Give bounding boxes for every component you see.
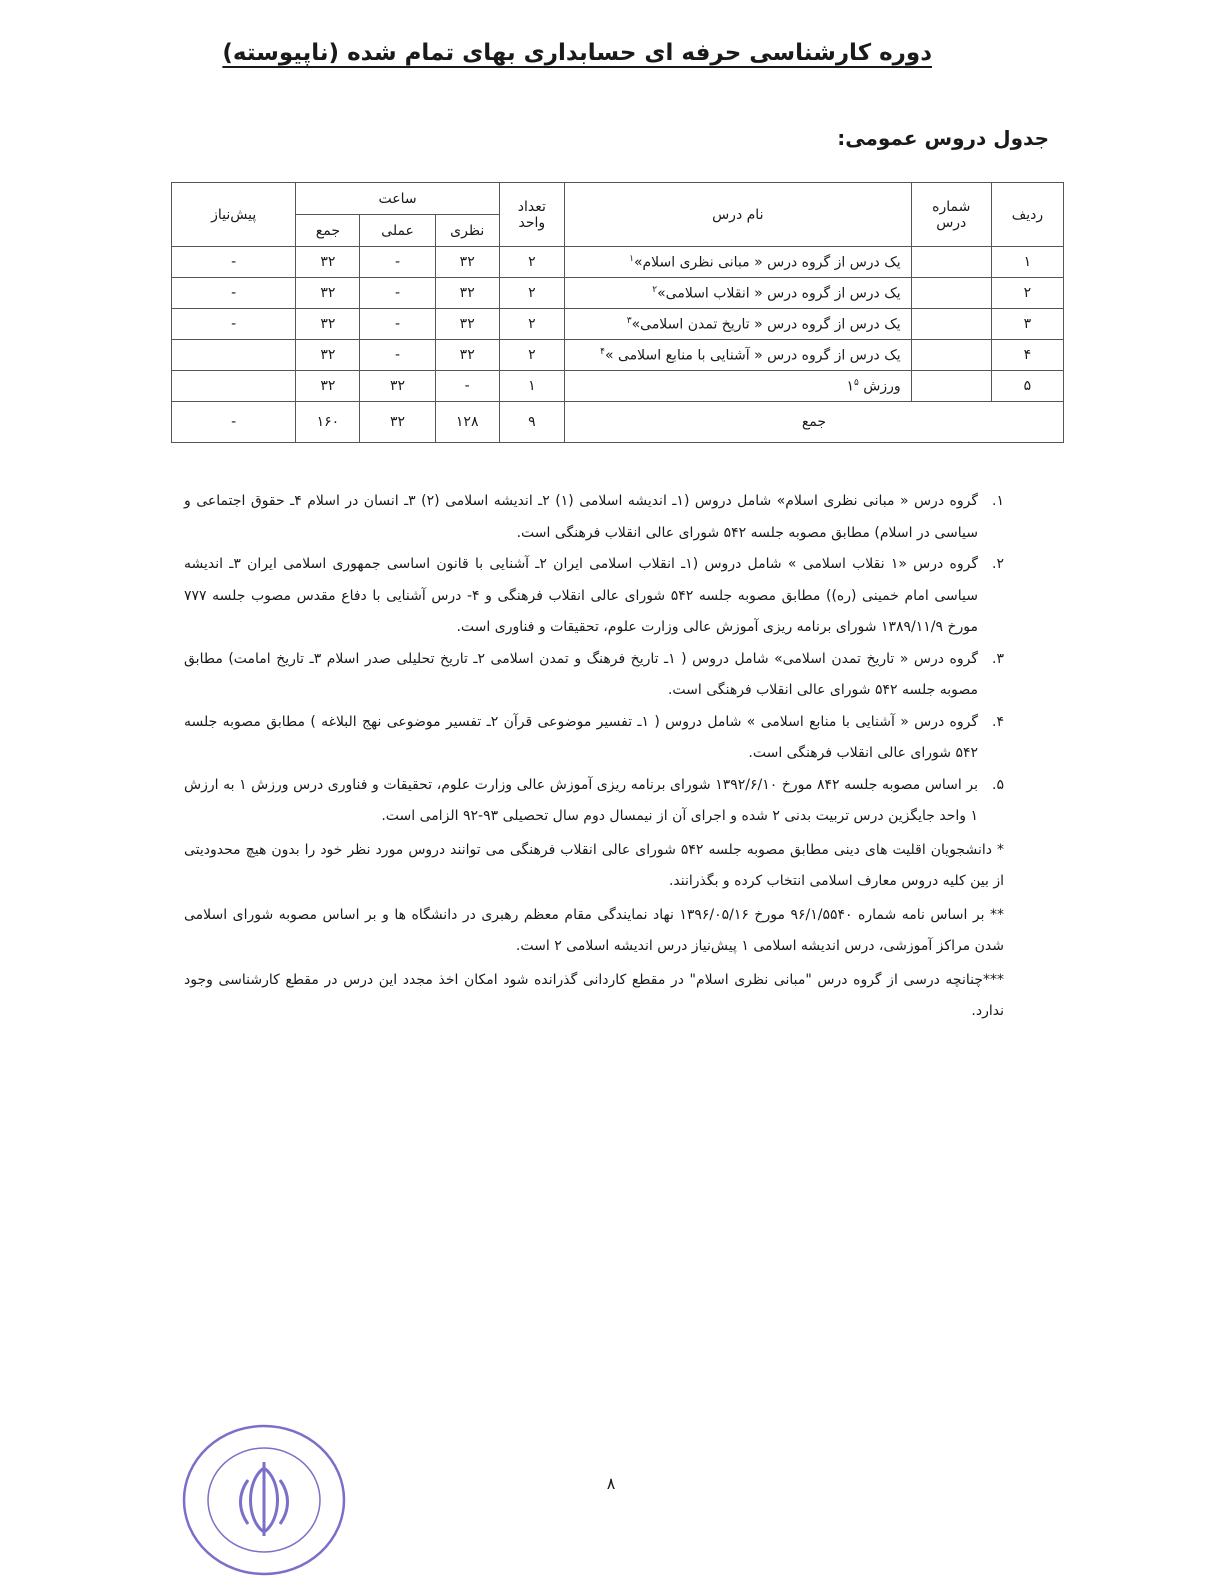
cell-row: ۱: [991, 247, 1063, 278]
cell-practical: -: [360, 309, 435, 340]
footnote-ref: ۳: [626, 315, 632, 326]
star-note: ***چنانچه درسی از گروه درس "مبانی نظری اسلام" در مقطع کاردانی گذرانده شود امکان اخذ مجدد این درس در مقطع کارشناسی وجود ندارد.: [184, 971, 1004, 1019]
header-course-name: نام درس: [564, 183, 911, 247]
header-course-number: شماره درس: [911, 183, 991, 247]
footnote-number: ۲.: [992, 556, 1004, 572]
header-row: ردیف: [991, 183, 1063, 247]
footnote-number: ۵.: [992, 776, 1004, 793]
footnote-number: ۳.: [992, 650, 1004, 667]
cell-practical: ۳۲: [360, 371, 435, 402]
footnote: [184, 549, 1004, 644]
footnote-ref: ۲: [652, 284, 658, 295]
header-prerequisite: پیش‌نیاز: [172, 183, 296, 247]
header-total: جمع: [296, 215, 360, 247]
footnote-ref: ۱: [629, 253, 634, 264]
cell-course-name: یک درس از گروه درس « انقلاب اسلامی»$^۲$: [564, 278, 911, 309]
table-row: [172, 371, 1064, 402]
cell-course-name: ورزش $۱^۵$: [564, 371, 911, 402]
cell-row: ۲: [991, 278, 1063, 309]
cell-course-name: یک درس از گروه درس « مبانی نظری اسلام»$^۱$: [564, 247, 911, 278]
cell-total: ۳۲: [296, 278, 360, 309]
footnote-text: بر اساس مصوبه جلسه ۸۴۲ مورخ ۱۳۹۲/۶/۱۰ شورای برنامه ریزی آموزش عالی وزارت علوم، تحقیقات و فناوری درس ورزش ۱ به ارزش ۱ واحد جایگزین درس تربیت بدنی ۲ شده و اجرای آن از نیمسال دوم سال تحصیلی ۹۳-۹۲ الزامی است.: [184, 776, 978, 824]
page-number: ۸: [606, 1474, 616, 1493]
cell-course-number: [911, 371, 991, 402]
cell-prerequisite: -: [172, 309, 296, 340]
table-row: [172, 247, 1064, 278]
cell-total: ۳۲: [296, 309, 360, 340]
cell-total: ۳۲: [296, 247, 360, 278]
footnote-text: گروه درس « مبانی نظری اسلام» شامل دروس (۱ـ اندیشه اسلامی (۱) ۲ـ اندیشه اسلامی (۲) ۳ـ انسان در اسلام ۴ـ حقوق اجتماعی و سیاسی در اسلام) مطابق مصوبه جلسه ۵۴۲ شورای عالی انقلاب فرهنگی است.: [184, 493, 979, 541]
star-note: * دانشجویان اقلیت های دینی مطابق مصوبه جلسه ۵۴۲ شورای عالی انقلاب فرهنگی می توانند دروس مورد نظر خود را بدون هیچ محدودیتی از بین کلیه دروس معارف اسلامی انتخاب کرده و بگذرانند.: [184, 841, 1004, 889]
header-hours: ساعت: [296, 183, 499, 215]
cell-prerequisite: -: [172, 247, 296, 278]
cell-theory: ۳۲: [435, 309, 499, 340]
cell-units: ۱: [499, 371, 564, 402]
cell-units: ۲: [499, 340, 564, 371]
footnote: [184, 707, 1004, 770]
cell-course-name: یک درس از گروه درس « آشنایی با منابع اسلامی »$^۴$: [564, 340, 911, 371]
page-title: دوره کارشناسی حرفه ای حسابداری بهای تمام شده (ناپیوسته): [222, 40, 932, 66]
header-practical: عملی: [360, 215, 435, 247]
cell-row: ۵: [991, 371, 1063, 402]
cell-course-number: [911, 340, 991, 371]
cell-theory: -: [435, 371, 499, 402]
footnote-text: گروه درس «۱ نقلاب اسلامی » شامل دروس (۱ـ انقلاب اسلامی ایران ۲ـ آشنایی با قانون اساسی جمهوری اسلامی ایران ۳ـ اندیشه سیاسی امام خمینی (ره)) مطابق مصوبه جلسه ۵۴۲ شورای عالی انقلاب فرهنگی و ۴- درس آشنایی با دفاع مقدس مصوب جلسه ۷۷۷ مورخ ۱۳۸۹/۱۱/۹ شورای برنامه ریزی آموزش عالی وزارت علوم، تحقیقات و فناوری است.: [184, 556, 979, 635]
cell-row: ۴: [991, 340, 1063, 371]
cell-theory: ۳۲: [435, 247, 499, 278]
footnote: [184, 486, 1004, 549]
footnote-ref: ۴: [600, 346, 605, 357]
table-row: [172, 278, 1064, 309]
header-units: تعداد واحد: [499, 183, 564, 247]
cell-course-name: یک درس از گروه درس « تاریخ تمدن اسلامی»$^۳$: [564, 309, 911, 340]
cell-total: ۳۲: [296, 340, 360, 371]
total-total: ۱۶۰: [296, 402, 360, 443]
footnote-text: گروه درس « آشنایی با منابع اسلامی » شامل دروس ( ۱ـ تفسیر موضوعی قرآن ۲ـ تفسیر موضوعی نهج البلاغه ) مطابق مصوبه جلسه ۵۴۲ شورای عالی انقلاب فرهنگی است.: [184, 713, 978, 761]
cell-course-number: [911, 278, 991, 309]
table-total-row: [172, 402, 1064, 443]
total-label: جمع: [564, 402, 1063, 443]
cell-prerequisite: [172, 340, 296, 371]
cell-course-number: [911, 309, 991, 340]
footnote-number: ۱.: [992, 493, 1004, 509]
official-seal: [176, 1410, 352, 1576]
star-note: ** بر اساس نامه شماره ۹۶/۱/۵۵۴۰ مورخ ۱۳۹۶/۰۵/۱۶ نهاد نمایندگی مقام معظم رهبری در دانشگاه ها و بر اساس مصوبه شورای اسلامی شدن مراکز آموزشی، درس اندیشه اسلامی ۱ پیش‌نیاز درس اندیشه اسلامی ۲ است.: [184, 906, 1004, 954]
cell-theory: ۳۲: [435, 340, 499, 371]
table-row: [172, 309, 1064, 340]
cell-course-number: [911, 247, 991, 278]
general-courses-table: [171, 182, 1064, 443]
total-units: ۹: [499, 402, 564, 443]
table-row: [172, 340, 1064, 371]
cell-total: ۳۲: [296, 371, 360, 402]
cell-theory: ۳۲: [435, 278, 499, 309]
section-heading: جدول دروس عمومی:: [837, 126, 1049, 150]
cell-practical: -: [360, 340, 435, 371]
footnote-ref: ۵: [854, 377, 859, 388]
footnote-number: ۴.: [992, 713, 1004, 730]
cell-row: ۳: [991, 309, 1063, 340]
footnotes: [184, 486, 1004, 1028]
footnote-text: گروه درس « تاریخ تمدن اسلامی» شامل دروس ( ۱ـ تاریخ فرهنگ و تمدن اسلامی ۲ـ تاریخ تحلیلی صدر اسلام ۳ـ تاریخ امامت) مطابق مصوبه جلسه ۵۴۲ شورای عالی انقلاب فرهنگی است.: [184, 650, 978, 698]
footnote: [184, 644, 1004, 707]
total-prerequisite: -: [172, 402, 296, 443]
cell-prerequisite: [172, 371, 296, 402]
cell-practical: -: [360, 247, 435, 278]
header-theory: نظری: [435, 215, 499, 247]
cell-units: ۲: [499, 247, 564, 278]
footnote: [184, 770, 1004, 833]
cell-units: ۲: [499, 278, 564, 309]
total-theory: ۱۲۸: [435, 402, 499, 443]
cell-practical: -: [360, 278, 435, 309]
cell-prerequisite: -: [172, 278, 296, 309]
cell-units: ۲: [499, 309, 564, 340]
total-practical: ۳۲: [360, 402, 435, 443]
